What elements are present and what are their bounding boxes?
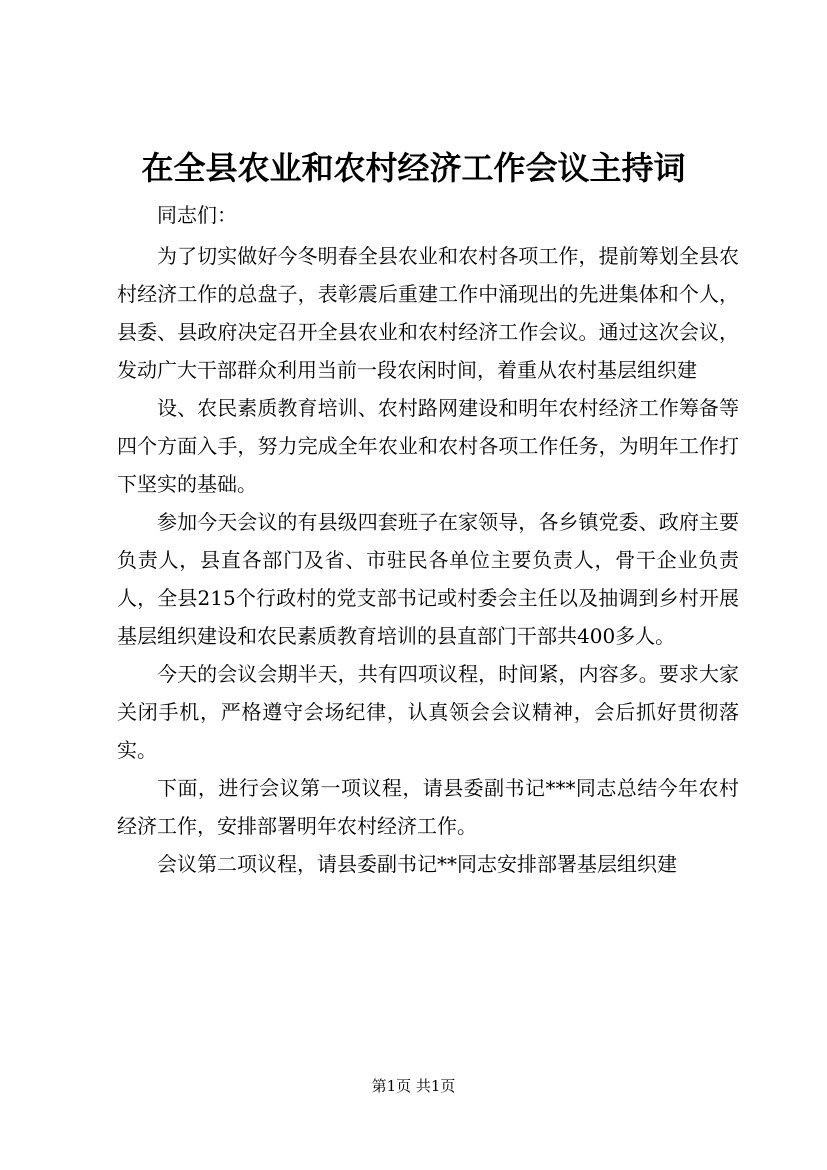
paragraph: 设、农民素质教育培训、农村路网建设和明年农村经济工作筹备等四个方面入手，努力完成全年农业和农村各项工作任务，为明年工作打下坚实的基础。 bbox=[117, 396, 739, 496]
document-title: 在全县农业和农村经济工作会议主持词 bbox=[141, 149, 686, 187]
paragraph: 下面，进行会议第一项议程，请县委副书记***同志总结今年农村经济工作，安排部署明年农村经济工作。 bbox=[117, 776, 739, 838]
paragraph: 为了切实做好今冬明春全县农业和农村各项工作，提前筹划全县农村经济工作的总盘子，表彰震后重建工作中涌现出的先进集体和个人，县委、县政府决定召开全县农业和农村经济工作会议。通过这次会议，发动广大干部群众利用当前一段农闲时间，着重从农村基层组织建 bbox=[117, 244, 739, 382]
paragraph: 今天的会议会期半天，共有四项议程，时间紧，内容多。要求大家关闭手机，严格遵守会场纪律，认真领会会议精神，会后抓好贯彻落实。 bbox=[117, 662, 739, 762]
document-body bbox=[117, 237, 739, 883]
salutation: 同志们： bbox=[157, 203, 237, 227]
paragraph: 会议第二项议程，请县委副书记**同志安排部署基层组织建 bbox=[157, 852, 677, 876]
paragraph: 参加今天会议的有县级四套班子在家领导，各乡镇党委、政府主要负责人，县直各部门及省、市驻民各单位主要负责人，骨干企业负责人，全县215个行政村的党支部书记或村委会主任以及抽调到乡村开展基层组织建设和农民素质教育培训的县直部门干部共400多人。 bbox=[117, 510, 739, 648]
page-footer: 第1页 共1页 bbox=[371, 1077, 456, 1095]
